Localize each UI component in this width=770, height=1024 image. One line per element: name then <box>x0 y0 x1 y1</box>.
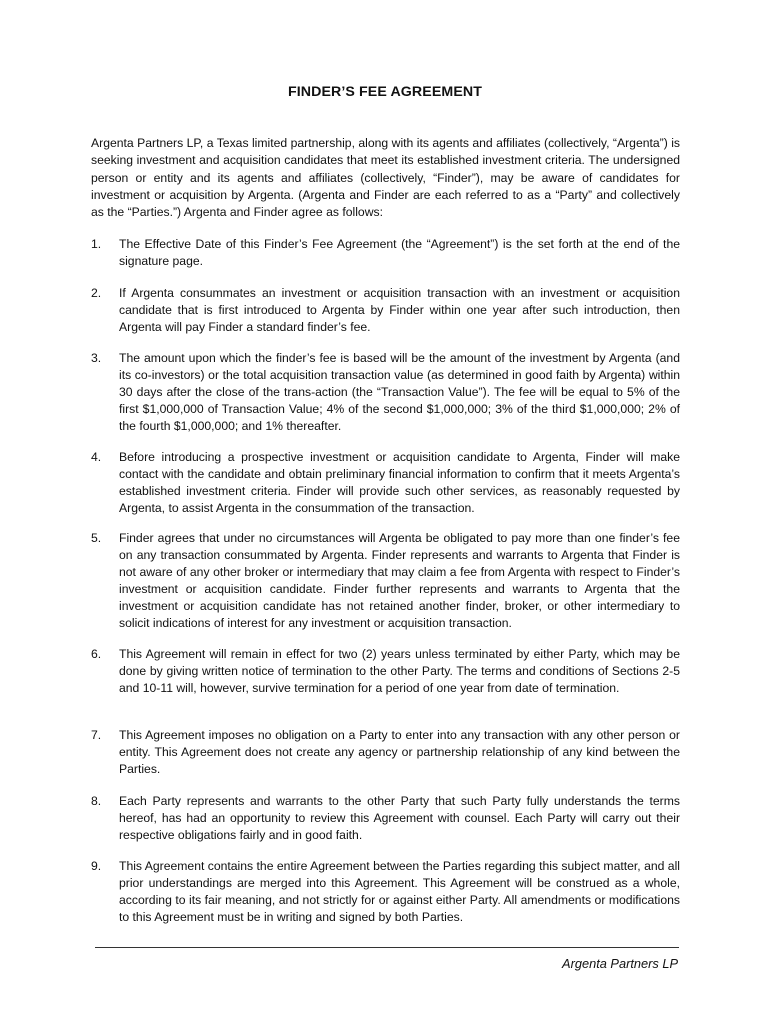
clause-text: Before introducing a prospective investment or acquisition candidate to Argenta, Finder will make contact with the candidate and obtain preliminary financial information to confirm that it meets Argenta’s established investment criteria. Finder will provide such other services, as reasonably requested by Argenta, to assist Argenta in the consummation of the transaction. <box>119 450 680 516</box>
clause-number: 9. <box>91 859 102 873</box>
clause-number: 5. <box>91 531 102 545</box>
clause-text: Finder agrees that under no circumstances will Argenta be obligated to pay more than one finder’s fee on any transaction consummated by Argenta. Finder represents and warrants to Argenta that Finder is not aware of any other broker or intermediary that may claim a fee from Argenta with respect to Finder’s investment or acquisition candidate. Finder further represents and warrants to Argenta that the investment or acquisition candidate has not retained another finder, broker, or other intermediary to solicit indications of interest for any investment or acquisition transaction. <box>119 531 680 631</box>
clause-2 <box>91 285 680 336</box>
page-title: FINDER’S FEE AGREEMENT <box>287 84 482 100</box>
footer-divider <box>95 947 679 948</box>
clause-text: This Agreement contains the entire Agreement between the Parties regarding this subject matter, and all prior understandings are merged into this Agreement. This Agreement will be construed as a whole, according to its fair meaning, and not strictly for or against either Party. All amendments or modifications to this Agreement must be in writing and signed by both Parties. <box>119 859 680 925</box>
clause-1 <box>91 236 680 270</box>
clause-3 <box>91 350 680 435</box>
clause-number: 7. <box>91 728 102 742</box>
clause-9 <box>91 858 680 926</box>
clause-number: 8. <box>91 794 102 808</box>
footer-company-name: Argenta Partners LP <box>562 956 678 971</box>
clause-text: If Argenta consummates an investment or acquisition transaction with an investment or acquisition candidate that is first introduced to Argenta by Finder within one year after such introduction, then Argenta will pay Finder a standard finder’s fee. <box>119 286 680 335</box>
intro-paragraph: Argenta Partners LP, a Texas limited partnership, along with its agents and affiliates (collectively, “Argenta”) is seeking investment and acquisition candidates that meet its established investment criteria. The undersigned person or entity and its agents and affiliates (collectively, “Finder”), may be aware of candidates for investment or acquisition by Argenta. (Argenta and Finder are each referred to as a “Party” and collectively as the “Parties.”) Argenta and Finder agree as follows: <box>91 136 680 220</box>
clause-number: 3. <box>91 351 102 365</box>
clause-6 <box>91 646 680 697</box>
clause-text: The amount upon which the finder’s fee is based will be the amount of the investment by Argenta (and its co-investors) or the total acquisition transaction value (as determined in good faith by Argenta) within 30 days after the close of the trans-action (the “Transaction Value”). The fee will be equal to 5% of the first $1,000,000 of Transaction Value; 4% of the second $1,000,000; 3% of the third $1,000,000; 2% of the fourth $1,000,000; and 1% thereafter. <box>119 351 680 434</box>
clause-7 <box>91 727 680 778</box>
clause-number: 6. <box>91 647 102 661</box>
clause-text: The Effective Date of this Finder’s Fee Agreement (the “Agreement”) is the set forth at the end of the signature page. <box>119 237 680 269</box>
clause-4 <box>91 449 680 517</box>
clause-number: 4. <box>91 450 102 464</box>
clause-text: This Agreement will remain in effect for two (2) years unless terminated by either Party, which may be done by giving written notice of termination to the other Party. The terms and conditions of Sections 2-5 and 10-11 will, however, survive termination for a period of one year from date of termination. <box>119 647 680 696</box>
clause-8 <box>91 793 680 844</box>
clause-5 <box>91 530 680 633</box>
clause-number: 2. <box>91 286 102 300</box>
clause-number: 1. <box>91 237 102 251</box>
clause-text: Each Party represents and warrants to the other Party that such Party fully understands the terms hereof, has had an opportunity to review this Agreement with counsel. Each Party will carry out their respective obligations fairly and in good faith. <box>119 794 680 843</box>
clause-text: This Agreement imposes no obligation on a Party to enter into any transaction with any other person or entity. This Agreement does not create any agency or partnership relationship of any kind between the Parties. <box>119 728 680 777</box>
